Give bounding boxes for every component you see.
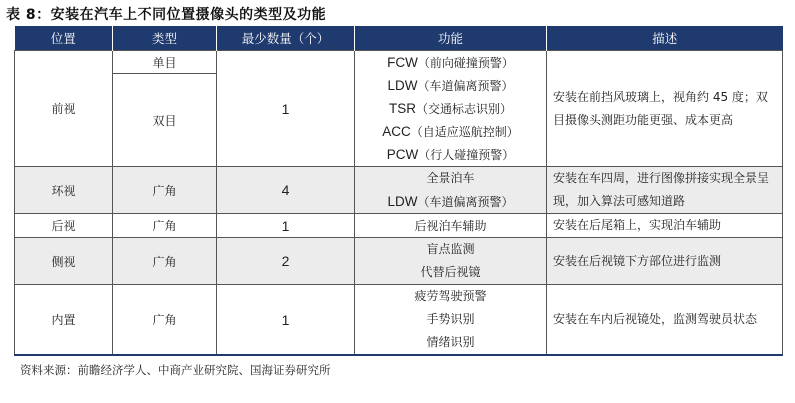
cell-interior-position: 内置: [15, 285, 113, 356]
table-row-interior: [15, 285, 783, 356]
cell-front-functions: [355, 51, 547, 167]
cell-interior-functions: [355, 285, 547, 356]
function-item: 情绪识别: [426, 335, 475, 349]
table-row-front-mono: [15, 51, 783, 74]
cell-rear-description: 安装在后尾箱上，实现泊车辅助: [547, 214, 783, 238]
function-item: FCW（前向碰撞预警）: [387, 55, 514, 70]
cell-interior-count: 1: [217, 285, 355, 356]
function-item: 代替后视镜: [420, 265, 481, 279]
cell-side-functions: [355, 238, 547, 285]
header-function: 功能: [355, 26, 547, 51]
function-item: LDW（车道偏离预警）: [387, 78, 514, 93]
function-item: ACC（自适应巡航控制）: [382, 124, 519, 139]
cell-front-type-mono: 单目: [113, 51, 217, 74]
function-item: 疲劳驾驶预警: [414, 289, 487, 303]
function-item: 手势识别: [426, 312, 475, 326]
cell-rear-position: 后视: [15, 214, 113, 238]
function-item: LDW（车道偏离预警）: [387, 194, 514, 209]
cell-interior-type: 广角: [113, 285, 217, 356]
cell-front-description: 安装在前挡风玻璃上，视角约 45 度；双目摄像头测距功能更强、成本更高: [547, 51, 783, 167]
cell-surround-type: 广角: [113, 167, 217, 214]
table-title: 表 8：安装在汽车上不同位置摄像头的类型及功能: [6, 7, 327, 23]
cell-surround-functions: [355, 167, 547, 214]
cell-rear-function: 后视泊车辅助: [355, 214, 547, 238]
header-description: 描述: [547, 26, 783, 51]
function-item: 全景泊车: [426, 171, 475, 185]
cell-front-type-stereo: 双目: [113, 74, 217, 167]
cell-interior-description: 安装在车内后视镜处，监测驾驶员状态: [547, 285, 783, 356]
cell-surround-count: 4: [217, 167, 355, 214]
cell-surround-position: 环视: [15, 167, 113, 214]
table-row-surround: [15, 167, 783, 214]
cell-side-type: 广角: [113, 238, 217, 285]
cell-rear-count: 1: [217, 214, 355, 238]
function-item: PCW（行人碰撞预警）: [386, 147, 515, 162]
function-item: TSR（交通标志识别）: [388, 101, 512, 116]
table-header-row: [15, 26, 783, 51]
cell-side-count: 2: [217, 238, 355, 285]
header-min-count: 最少数量（个）: [217, 26, 355, 51]
cell-side-description: 安装在后视镜下方部位进行监测: [547, 238, 783, 285]
cell-front-position: 前视: [15, 51, 113, 167]
cell-rear-type: 广角: [113, 214, 217, 238]
cell-front-count: 1: [217, 51, 355, 167]
table-row-side: [15, 238, 783, 285]
header-position: 位置: [15, 26, 113, 51]
source-note: 资料来源：前瞻经济学人、中商产业研究院、国海证券研究所: [20, 363, 331, 377]
function-item: 盲点监测: [426, 242, 475, 256]
camera-table: [14, 26, 783, 356]
cell-side-position: 侧视: [15, 238, 113, 285]
table-row-rear: [15, 214, 783, 238]
header-type: 类型: [113, 26, 217, 51]
cell-surround-description: 安装在车四周，进行图像拼接实现全景呈现，加入算法可感知道路: [547, 167, 783, 214]
